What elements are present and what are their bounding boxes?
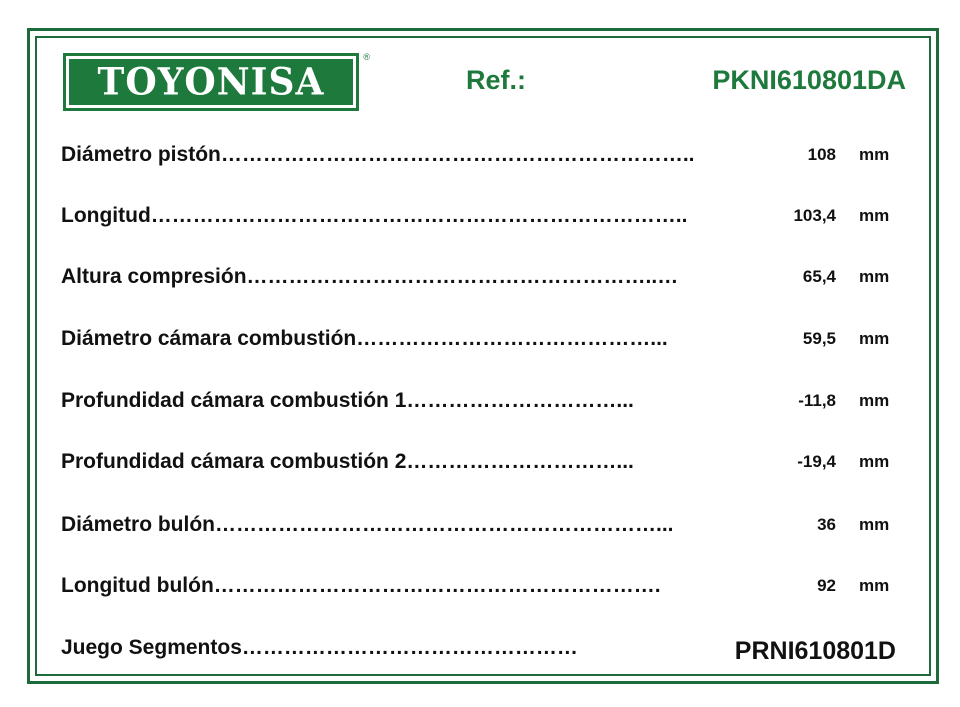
spec-value: 108 [807, 145, 836, 164]
spec-unit: mm [859, 576, 890, 595]
spec-row [30, 389, 936, 419]
spec-value: 103,4 [793, 206, 836, 225]
spec-row [30, 450, 936, 480]
spec-unit: mm [859, 329, 890, 348]
brand-logo [63, 52, 370, 111]
spec-unit: mm [859, 452, 890, 471]
registered-mark: ® [363, 52, 370, 62]
spec-row [30, 143, 936, 173]
ref-value: PKNI610801DA [712, 65, 906, 95]
spec-unit: mm [859, 145, 890, 164]
spec-label: Altura compresión…………………………………………………..… [61, 265, 679, 288]
spec-value: 59,5 [802, 329, 836, 348]
ref-label: Ref.: [466, 65, 526, 95]
segments-value: PRNI610801D [734, 637, 896, 665]
spec-row [30, 513, 936, 543]
spec-label: Diámetro bulón………………………………………………………... [61, 513, 674, 536]
spec-value: -11,8 [798, 391, 836, 410]
spec-row [30, 265, 936, 295]
spec-row [30, 327, 936, 357]
spec-label: Diámetro cámara combustión……………………………………... [61, 327, 668, 350]
logo-text: TOYONISA [97, 59, 325, 105]
spec-row [30, 204, 936, 234]
spec-unit: mm [859, 206, 890, 225]
spec-label: Diámetro pistón………………………………………………………….. [61, 143, 695, 166]
spec-value: 92 [817, 576, 836, 595]
spec-label: Profundidad cámara combustión 2…………………………... [61, 450, 634, 473]
spec-unit: mm [859, 267, 890, 286]
spec-card [27, 28, 939, 684]
spec-value: 65,4 [802, 267, 836, 286]
logo-plate [69, 59, 353, 105]
spec-unit: mm [859, 515, 890, 534]
spec-value: -19,4 [797, 452, 836, 471]
spec-label: Longitud bulón………………………………………………………. [61, 574, 661, 597]
spec-label: Profundidad cámara combustión 1…………………………... [61, 389, 634, 412]
spec-row [30, 574, 936, 604]
spec-label: Longitud………………………………………………………………….. [61, 204, 688, 227]
spec-unit: mm [859, 391, 890, 410]
spec-value: 36 [817, 515, 836, 534]
segments-label: Juego Segmentos………………………………………… [61, 636, 578, 659]
